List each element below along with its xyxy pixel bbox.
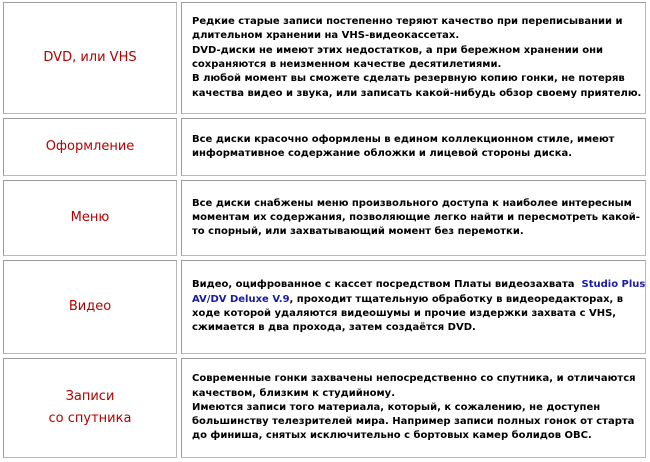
feature-description-cell bbox=[181, 2, 646, 114]
feature-label: Оформление bbox=[45, 139, 135, 154]
description-line: моментам их содержания, позволяющие легко найти и пересмотреть какой- bbox=[192, 211, 640, 223]
description-line: качества видео и звука, или записать какой-нибудь обзор своему приятелю. bbox=[192, 87, 642, 99]
description-line: Все диски красочно оформлены в едином коллекционном стиле, имеют bbox=[192, 133, 615, 145]
description-line: информативное содержание обложки и лицевой стороны диска. bbox=[192, 148, 573, 159]
feature-label: DVD, или VHS bbox=[43, 50, 137, 65]
feature-row-menu bbox=[3, 180, 646, 256]
description-line: Современные гонки захвачены непосредственно со спутника, и отличаются bbox=[192, 373, 636, 385]
description-line: качеством, близким к студийному. bbox=[192, 387, 396, 399]
description-text: , проходит тщательную обработку в видеоредакторах, в bbox=[289, 293, 624, 305]
feature-description bbox=[182, 372, 644, 443]
description-line: большинству телезрителей мира. Например записи полных гонок от старта bbox=[192, 416, 635, 428]
feature-description-cell bbox=[181, 260, 646, 354]
description-line: Все диски снабжены меню произвольного доступа к наиболее интересным bbox=[192, 197, 632, 209]
feature-label-cell bbox=[3, 358, 177, 458]
feature-description bbox=[182, 133, 622, 162]
description-line: В любой момент вы сможете сделать резервную копию гонки, не потеряв bbox=[192, 73, 625, 85]
description-line: длительном хранении на VHS-видеокассетах. bbox=[192, 30, 460, 42]
feature-row-dvd bbox=[3, 2, 646, 114]
feature-description-cell bbox=[181, 118, 646, 176]
feature-label-cell bbox=[3, 2, 177, 114]
feature-label-cell bbox=[3, 180, 177, 256]
feature-row-video bbox=[3, 260, 646, 354]
description-line: Имеются записи того материала, который, к сожалению, не доступен bbox=[192, 401, 601, 413]
description-line bbox=[192, 293, 645, 307]
description-line: сохраняются в неизменном качестве десятилетиями. bbox=[192, 59, 502, 70]
feature-row-satellite bbox=[3, 358, 646, 458]
feature-description-cell bbox=[181, 358, 646, 458]
capture-card-model: AV/DV Deluxe V.9 bbox=[192, 293, 290, 305]
description-line: ходе которой удаляются видеошумы и прочие издержки захвата с VHS, bbox=[192, 308, 617, 319]
description-line: то спорный, или захватывающий момент без перемотки. bbox=[192, 226, 524, 238]
description-line: до финиша, снятых исключительно с бортовых камер болидов OBC. bbox=[192, 430, 592, 442]
description-text: Видео, оцифрованное с кассет посредством Платы видеозахвата bbox=[192, 279, 575, 291]
feature-description bbox=[182, 15, 649, 101]
description-line: сжимается в два прохода, затем создаётся DVD. bbox=[192, 322, 476, 334]
feature-row-design bbox=[3, 118, 646, 176]
description-line: DVD-диски не имеют этих недостатков, а при бережном хранении они bbox=[192, 44, 604, 56]
description-line: Редкие старые записи постепенно теряют качество при переписывании и bbox=[192, 16, 623, 28]
description-line bbox=[192, 278, 645, 292]
feature-description bbox=[182, 278, 650, 335]
capture-card-name: Studio Plus bbox=[581, 279, 646, 291]
feature-label: Видео bbox=[68, 299, 112, 314]
feature-label: Меню bbox=[70, 210, 110, 225]
feature-label-line: Записи bbox=[65, 389, 115, 404]
feature-description bbox=[182, 197, 648, 240]
feature-label-line: со спутника bbox=[48, 411, 132, 426]
feature-description-cell bbox=[181, 180, 646, 256]
feature-label-cell bbox=[3, 118, 177, 176]
feature-label bbox=[49, 386, 132, 430]
feature-label-cell bbox=[3, 260, 177, 354]
